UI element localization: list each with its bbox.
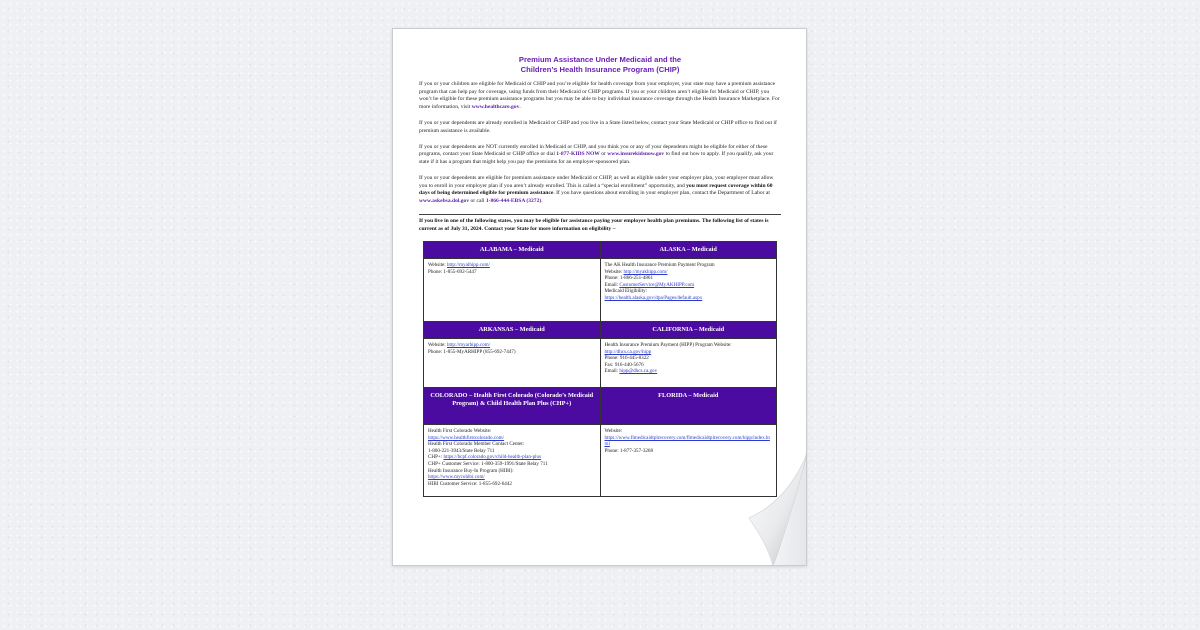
state-line: Health First Colorado Website: (428, 428, 492, 435)
state-cell-alaska (600, 259, 777, 322)
state-line: CHP+ Customer Service: 1-800-359-1991/State Relay 711 (428, 461, 548, 468)
hibi-website-link[interactable]: https://www.mycohibi.com/ (428, 474, 485, 481)
state-cell-arkansas (424, 339, 601, 388)
state-header-california: CALIFORNIA – Medicaid (600, 322, 777, 339)
paragraph-text: . (519, 103, 521, 110)
paragraph-special-enrollment (419, 175, 781, 205)
state-header-alaska: ALASKA – Medicaid (600, 242, 777, 259)
california-email-link[interactable]: hipp@dhcs.ca.gov (619, 368, 658, 375)
line-label: Website: (604, 268, 624, 275)
paragraph-text: or (599, 151, 608, 158)
state-line: Phone: 1-866-251-4861 (604, 275, 654, 282)
arkansas-website-link[interactable]: http://myarhipp.com/ (446, 342, 491, 349)
alaska-eligibility-link[interactable]: https://health.alaska.gov/dpa/Pages/default.aspx (604, 295, 703, 302)
chp-plus-link[interactable]: https://hcpf.colorado.gov/child-health-plan-plus (443, 454, 542, 461)
title-line-1: Premium Assistance Under Medicaid and the (518, 55, 682, 64)
state-line (428, 474, 596, 481)
askebsa-link[interactable]: www.askebsa.dol.gov (419, 197, 470, 204)
deadline-emphasis: you must request coverage within 60 days of being determined eligible for premium assistance (419, 182, 773, 197)
state-line (605, 295, 773, 302)
state-cell-colorado (424, 425, 601, 497)
state-line: Health Insurance Buy-In Program (HIBI): (428, 467, 514, 474)
paragraph-text: If you or your dependents are NOT currently enrolled in Medicaid or CHIP, and you think you or any of your dependents might be eligible for either of these programs, contact your State Medicaid or CHIP office or dial (419, 143, 768, 158)
state-header-arkansas: ARKANSAS – Medicaid (424, 322, 601, 339)
line-label: Email: (604, 281, 620, 288)
paragraph-text: . (541, 197, 543, 204)
kids-now-phone[interactable]: 1-877-KIDS NOW (556, 151, 600, 158)
paragraph-text: If you or your dependents are eligible for premium assistance under Medicaid or CHIP, as well as eligible under your employer plan, your employer must allow you to enroll in your employer plan if you aren’t already enrolled. This is called a “special enrollment” opportunity, and (419, 175, 774, 189)
line-label: Website: (428, 262, 447, 269)
state-line (428, 435, 596, 442)
state-line (605, 349, 773, 356)
state-line: Phone: 1-855-MyARHIPP (855-692-7447) (428, 348, 516, 355)
line-label: Website: (428, 342, 447, 349)
line-label: CHP+: (428, 454, 444, 461)
state-line (605, 282, 773, 289)
state-line: Phone: 1-855-692-5447 (428, 268, 477, 275)
state-line: Health First Colorado Member Contact Center: (428, 441, 525, 448)
state-line: HIBI Customer Service: 1-855-692-6442 (428, 480, 512, 487)
paragraph-text: . If you have questions about enrolling in your employer plan, contact the Department of Labor at (553, 190, 770, 197)
state-line (605, 368, 773, 375)
line-label: Email: (604, 368, 620, 375)
state-header-alabama: ALABAMA – Medicaid (424, 242, 601, 259)
alaska-website-link[interactable]: http://myakhipp.com/ (623, 268, 668, 275)
document-page (392, 28, 807, 566)
section-divider (419, 214, 781, 215)
states-table (423, 241, 777, 497)
ebsa-phone[interactable]: 1-866-444-EBSA (3272) (485, 197, 542, 204)
state-line: 1-800-221-3943/State Relay 711 (428, 447, 495, 454)
colorado-website-link[interactable]: https://www.healthfirstcolorado.com/ (428, 434, 505, 441)
page-curl-icon (745, 446, 807, 566)
paragraph-text: or call (469, 197, 486, 204)
alabama-website-link[interactable]: http://myalhipp.com/ (446, 262, 490, 269)
title-line-2: Children’s Health Insurance Program (CHIP) (520, 64, 680, 74)
state-line (605, 269, 773, 276)
paragraph-text: to find out how to apply. If you qualify, ask your state if it has a program that might help you pay the premiums for an employer-sponsored plan. (419, 151, 774, 165)
florida-website-link[interactable]: https://www.flmedicaidtplrecovery.com/flmedicaidtplrecovery.com/hipp/index.html (604, 434, 770, 448)
state-line: Website: (604, 428, 623, 435)
healthcare-gov-link[interactable]: www.healthcare.gov (471, 103, 520, 110)
california-website-link[interactable]: http://dhcs.ca.gov/hipp (604, 348, 652, 355)
state-line: Health Insurance Premium Payment (HIPP) Program Website: (604, 342, 732, 349)
insurekidsnow-link[interactable]: www.insurekidsnow.gov (607, 151, 665, 158)
paragraph-text: If you or your children are eligible for Medicaid or CHIP and you’re eligible for health coverage from your employer, your state may have a premium assistance program that can help pay for coverage, using funds from their Medicaid or CHIP programs. If you or your children aren’t eligible for Medicaid or CHIP, you won’t be eligible for these premium assistance programs but you may be able to buy individual insurance coverage through the Health Insurance Marketplace. For more information, visit (419, 81, 780, 110)
alaska-email-link[interactable]: CustomerService@MyAKHIPP.com (619, 281, 695, 288)
state-header-colorado: COLORADO – Health First Colorado (Colorado’s Medicaid Program) & Child Health Plan Plus (CHP+) (424, 388, 601, 425)
document-title (419, 55, 781, 74)
state-line (428, 454, 596, 461)
state-line (428, 262, 596, 269)
state-cell-alabama (424, 259, 601, 322)
state-line (428, 342, 596, 349)
state-line: Phone: 1-877-357-3268 (604, 447, 654, 454)
paragraph-not-enrolled (419, 144, 781, 167)
paragraph-eligibility (419, 81, 781, 111)
state-cell-california (600, 339, 777, 388)
state-line: Fax: 916-440-5676 (604, 361, 644, 368)
paragraph-enrolled: If you or your dependents are already enrolled in Medicaid or CHIP and you live in a State listed below, contact your State Medicaid or CHIP office to find out if premium assistance is available. (419, 120, 777, 134)
state-line: Phone: 916-445-8322 (604, 355, 649, 362)
states-intro: If you live in one of the following states, you may be eligible for assistance paying your employer health plan premiums. The following list of states is current as of July 31, 2024. Contact your State for more information on eligibility – (419, 217, 769, 232)
state-header-florida: FLORIDA – Medicaid (600, 388, 777, 425)
state-line: Medicaid Eligibility: (604, 288, 648, 295)
document-content (419, 55, 781, 497)
state-line: The AK Health Insurance Premium Payment Program (604, 262, 715, 269)
